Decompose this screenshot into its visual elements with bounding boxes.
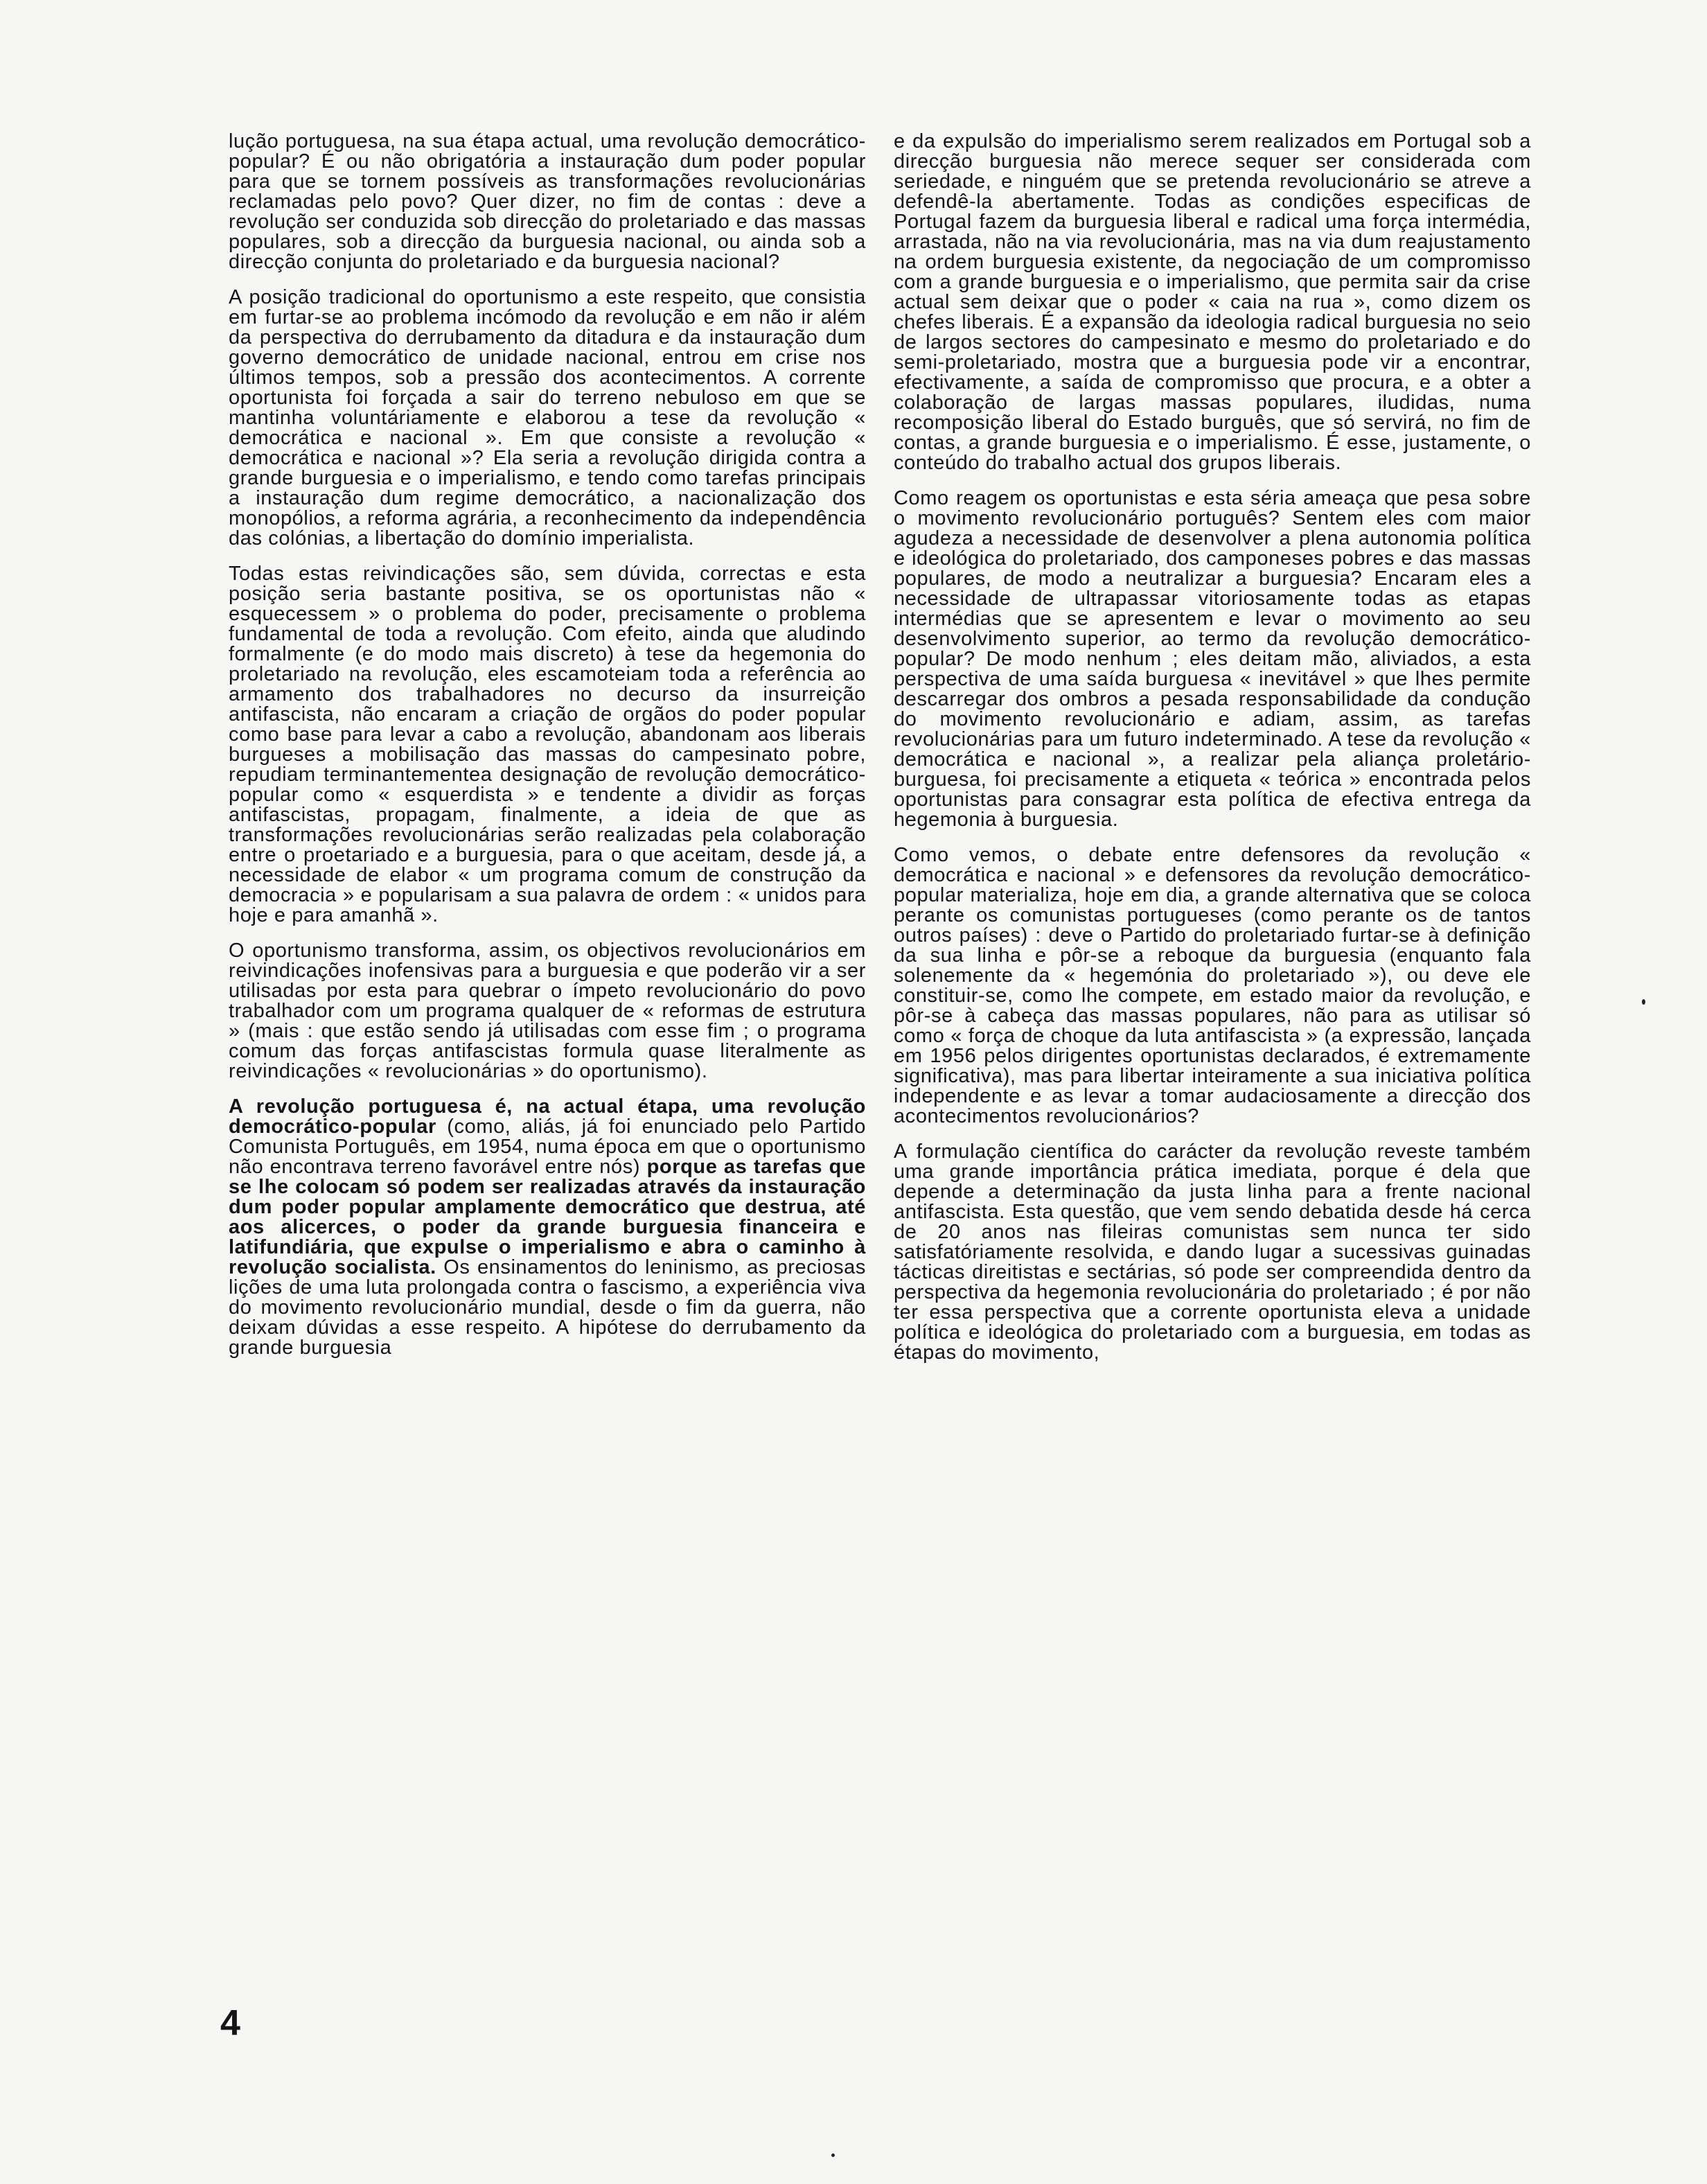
ink-speck [831, 2154, 835, 2157]
paragraph: Todas estas reivindicações são, sem dúvida, correctas e esta posição seria bastante positiva, se os oportunistas não « esquecessem » o problema do poder, precisamente o problema fundamental de toda a revolução. Com efeito, ainda que aludindo formalmente (e do modo mais discreto) à tese da hegemonia do proletariado na revolução, eles escamoteiam toda a referência ao armamento dos trabalhadores no decurso da insurreição antifascista, não encaram a criação de orgãos do poder popular como base para levar a cabo a revolução, abandonam aos liberais burgueses a mobilisação das massas do campesinato pobre, repudiam terminantementea designação de revolução democrático-popular como « esquerdista » e tendente a dividir as forças antifascistas, propagam, finalmente, a ideia de que as transformações revolucionárias serão realizadas pela colaboração entre o proetariado e a burguesia, para o que aceitam, desde já, a necessidade de elabor « um programa comum de construção da democracia » e popularisam a sua palavra de ordem : « unidos para hoje e para amanhã ». [229, 563, 866, 926]
paragraph-text: (como, aliás, já foi enunciado pelo Partido Comunista Português, em 1954, numa época em que o oportunismo não encontrava terreno favorável entre nós) [229, 1116, 866, 1178]
paragraph-text: Os ensinamentos do leninismo, as preciosas lições de uma luta prolongada contra o fascismo, a experiência viva do movimento revolucionário mundial, desde o fim da guerra, não deixam dúvidas a esse respeito. A hipótese do derrubamento da grande burguesia [229, 1256, 867, 1359]
ink-speck [1642, 999, 1645, 1005]
bold-statement: porque as tarefas que se lhe colocam só podem ser realizadas através da instauração dum poder popular amplamente democrático que destrua, até aos alicerces, o poder da grande burguesia financeira e latifundiária, que expulse o imperialismo e abra o caminho à revolução socialista. [229, 1156, 866, 1278]
thesis-paragraph [229, 1097, 866, 1358]
paragraph: Como reagem os oportunistas e esta séria ameaça que pesa sobre o movimento revolucionário português? Sentem eles com maior agudeza a necessidade de desenvolver a plena autonomia política e ideológica do proletariado, dos camponeses pobres e das massas populares, de modo a neutralizar a burguesia? Encaram eles a necessidade de ultrapassar vitoriosamente todas as etapas intermédias que se apresentem e levar o movimento ao seu desenvolvimento superior, ao termo da revolução democrático-popular? De modo nenhum ; eles deitam mão, aliviados, a esta perspectiva de uma saída burguesa « inevitável » que lhes permite descarregar dos ombros a pesada responsabilidade da condução do movimento revolucionário e adiam, assim, as tarefas revolucionárias para um futuro indeterminado. A tese da revolução « democrática e nacional », a realizar pela aliança proletário-burguesa, foi precisamente a etiqueta « teórica » encontrada pelos oportunistas para consagrar esta política de efectiva entrega da hegemonia à burguesia. [894, 487, 1531, 831]
paragraph: A posição tradicional do oportunismo a este respeito, que consistia em furtar-se ao problema incómodo da revolução e em não ir além da perspectiva do derrubamento da ditadura e da instauração dum governo democrático de unidade nacional, entrou em crise nos últimos tempos, sob a pressão dos acontecimentos. A corrente oportunista foi forçada a sair do terreno nebuloso em que se mantinha voluntáriamente e elaborou a tese da revolução « democrática e nacional ». Em que consiste a revolução « democrática e nacional »? Ela seria a revolução dirigida contra a grande burguesia e o imperialismo, e tendo como tarefas principais a instauração dum regime democrático, a nacionalização dos monopólios, a reforma agrária, a reconhecimento da independência das colónias, a libertação do domínio imperialista. [229, 286, 866, 549]
left-column [229, 132, 866, 1358]
paragraph: e da expulsão do imperialismo serem realizados em Portugal sob a direcção burguesia não merece sequer ser considerada com seriedade, e ninguém que se pretenda revolucionário se atreve a defendê-la abertamente. Todas as condições especificas de Portugal fazem da burguesia liberal e radical uma força intermédia, arrastada, não na via revolucionária, mas na via dum reajustamento na ordem burguesia existente, da negociação de um compromisso com a grande burguesia e o imperialismo, que permita sair da crise actual sem deixar que o poder « caia na rua », como dizem os chefes liberais. É a expansão da ideologia radical burguesia no seio de largos sectores do campesinato e mesmo do proletariado e do semi-proletariado, mostra que a burguesia pode vir a encontrar, efectivamente, a saída de compromisso que procura, e a obter a colaboração de largas massas populares, iludidas, numa recomposição liberal do Estado burguês, que só servirá, no fim de contas, a grande burguesia e o imperialismo. É esse, justamente, o conteúdo do trabalho actual dos grupos liberais. [894, 130, 1531, 474]
paragraph: lução portuguesa, na sua étapa actual, uma revolução democrático-popular? É ou não obrigatória a instauração dum poder popular para que se tornem possíveis as transformações revolucionárias reclamadas pelo povo? Quer dizer, no fim de contas : deve a revolução ser conduzida sob direcção do proletariado e das massas populares, sob a direcção da burguesia nacional, ou ainda sob a direcção conjunta do proletariado e da burguesia nacional? [229, 130, 866, 273]
page-number: 4 [220, 2003, 240, 2043]
paragraph: O oportunismo transforma, assim, os objectivos revolucionários em reivindicações inofensivas para a burguesia e que poderão vir a ser utilisadas por esta para quebrar o ímpeto revolucionário do povo trabalhador com um programa qualquer de « reformas de estrutura » (mais : que estão sendo já utilisadas com esse fim ; o programa comum das forças antifascistas formula quase literalmente as reivindicações « revolucionárias » do oportunismo). [229, 940, 866, 1082]
right-column [894, 132, 1531, 1363]
paragraph: Como vemos, o debate entre defensores da revolução « democrática e nacional » e defensores da revolução democrático-popular materializa, hoje em dia, a grande alternativa que se coloca perante os comunistas portugueses (como perante os de tantos outros países) : deve o Partido do proletariado furtar-se à definição da sua linha e pôr-se a reboque da burguesia (enquanto fala solenemente da « hegemónia do proletariado »), ou deve ele constituir-se, como lhe compete, em estado maior da revolução, e pôr-se à cabeça das massas populares, não para as utilisar só como « força de choque da luta antifascista » (a expressão, lançada em 1956 pelos dirigentes oportunistas declarados, é extremamente significativa), mas para libertar inteiramente a sua iniciativa política independente e as levar a tomar audaciosamente a direcção dos acontecimentos revolucionários? [894, 844, 1531, 1127]
bold-statement: A revolução portuguesa é, na actual étapa, uma revolução democrático-popular [229, 1095, 866, 1138]
paragraph: A formulação científica do carácter da revolução reveste também uma grande importância prática imediata, porque é dela que depende a determinação da justa linha para a frente nacional antifascista. Esta questão, que vem sendo debatida desde há cerca de 20 anos nas fileiras comunistas sem nunca ter sido satisfatóriamente resolvida, e dando lugar a sucessivas guinadas tácticas direitistas e sectárias, só pode ser compreendida dentro da perspectiva da hegemonia revolucionária do proletariado ; é por não ter essa perspectiva que a corrente oportunista eleva a unidade política e ideológica do proletariado com a burguesia, em todas as étapas do movimento, [894, 1141, 1531, 1364]
